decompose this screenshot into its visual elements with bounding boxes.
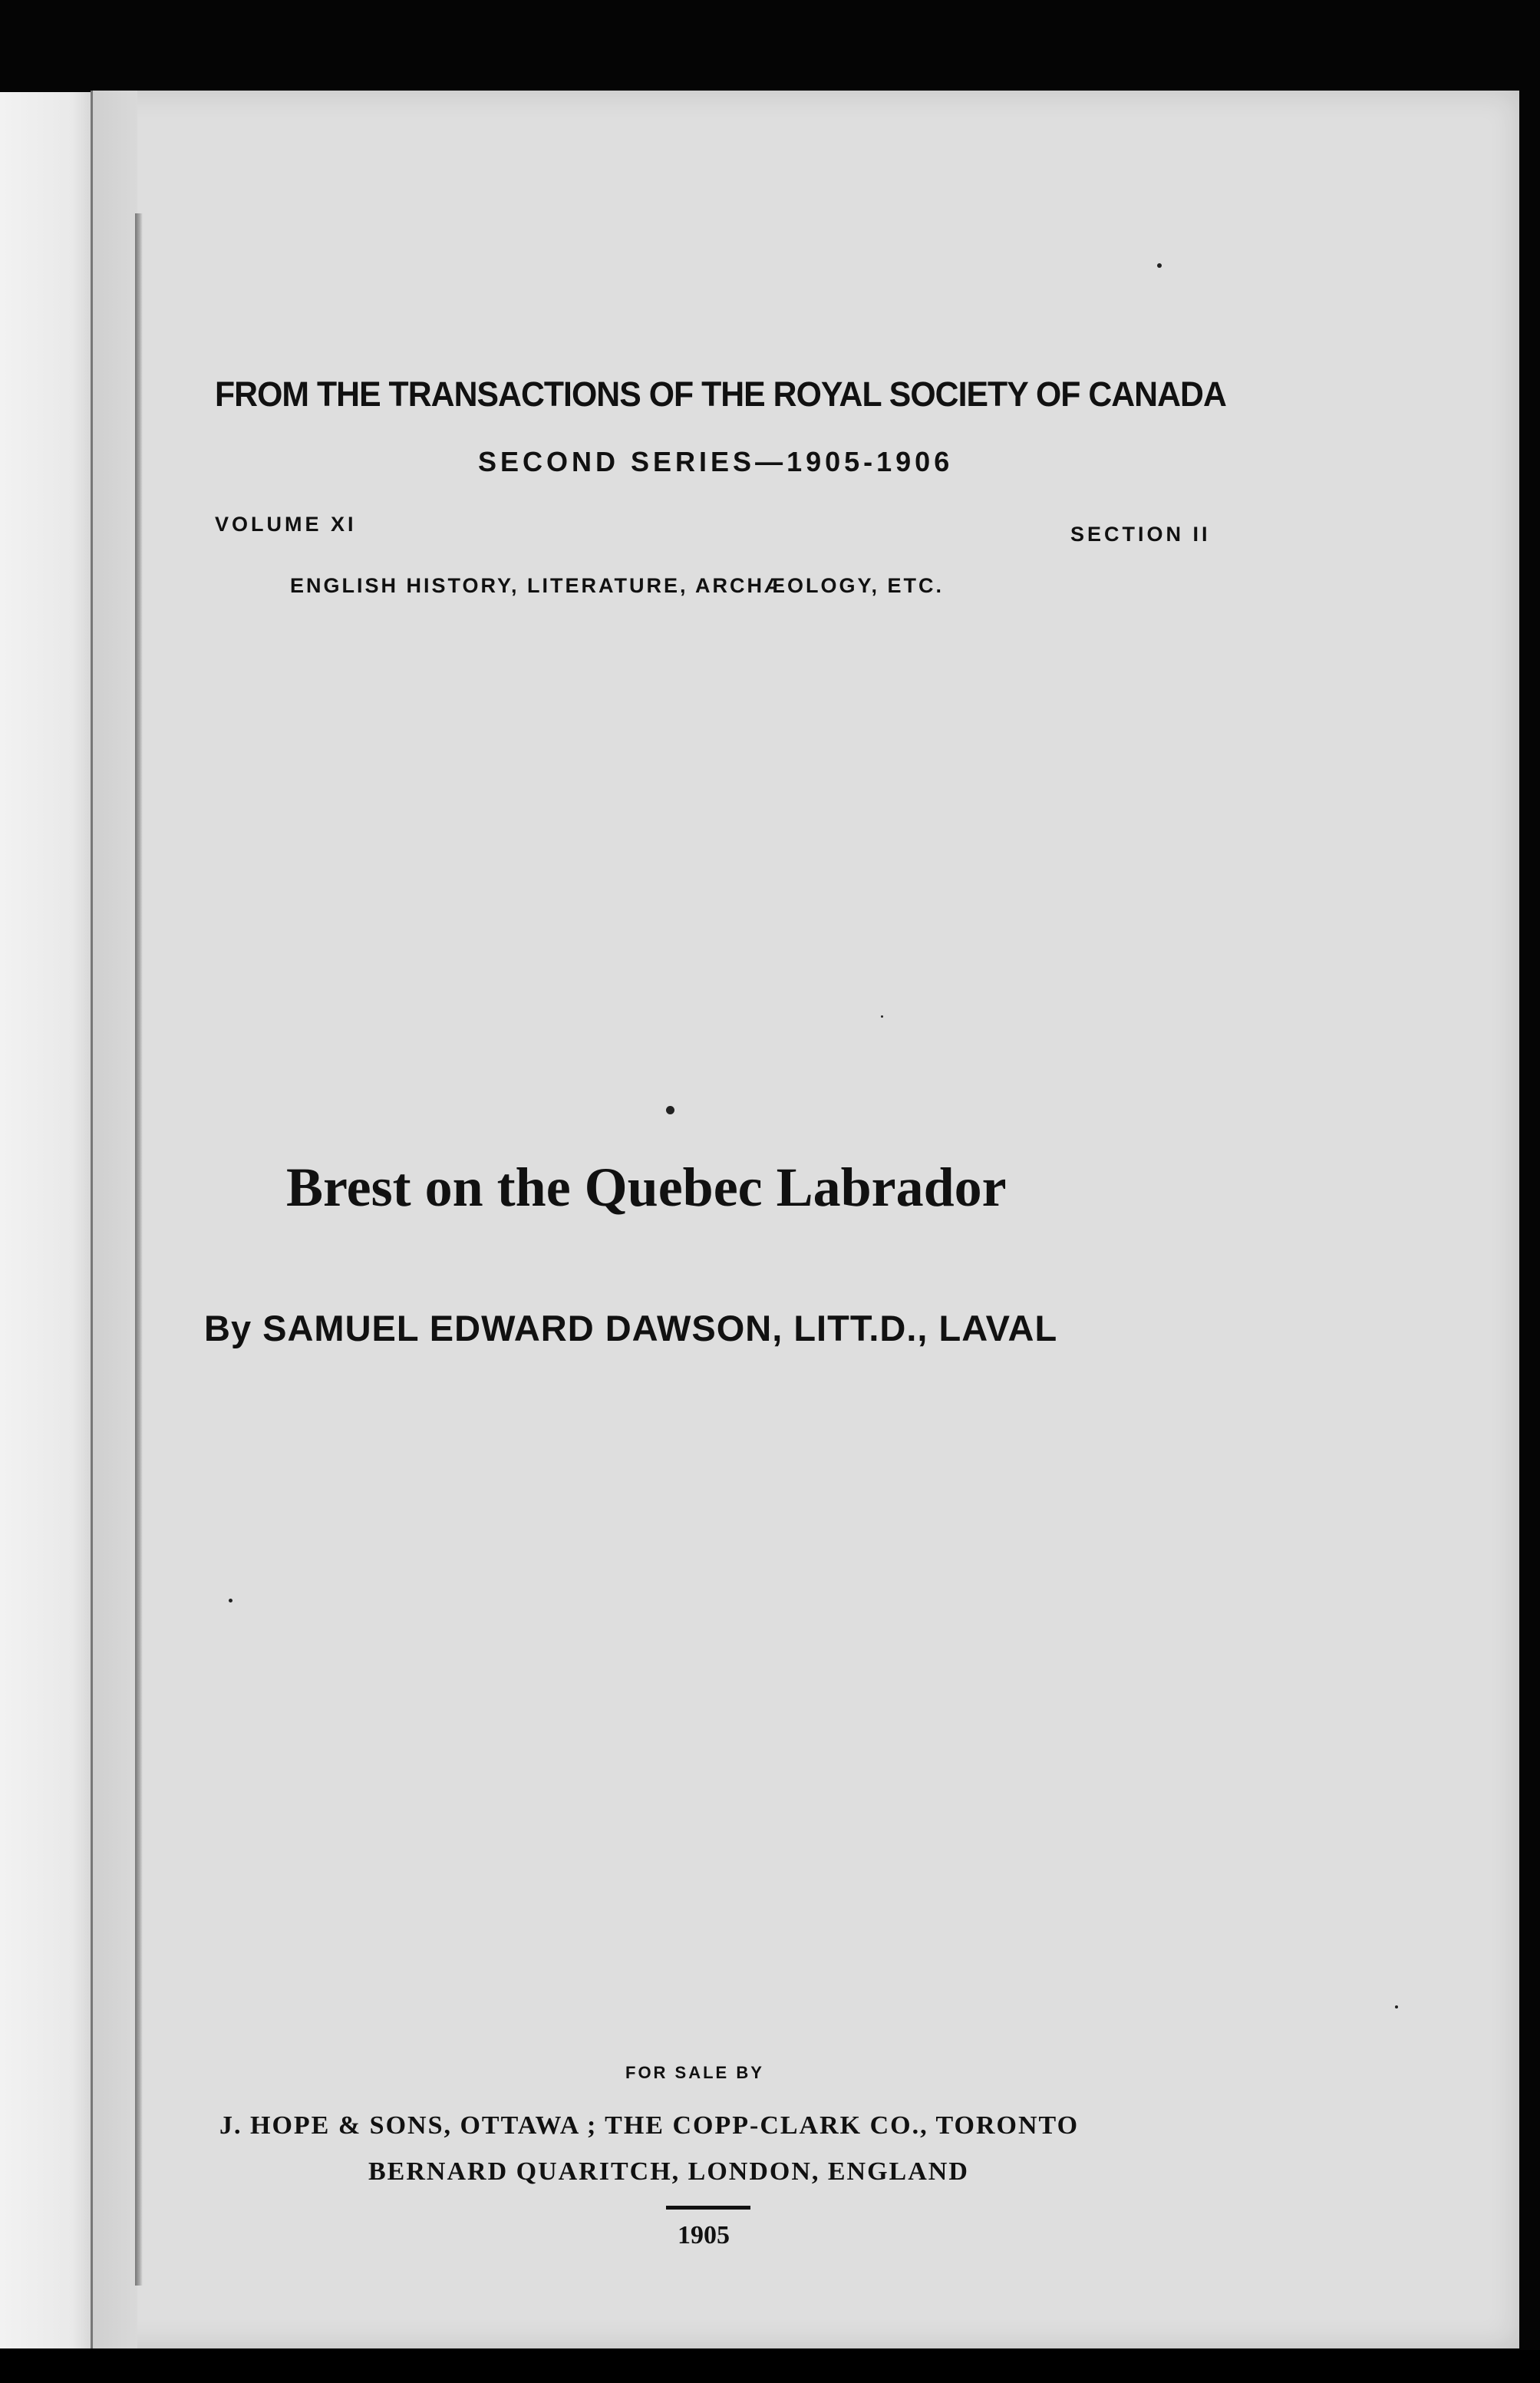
- document-title: Brest on the Quebec Labrador: [286, 1157, 1007, 1218]
- paper-speck: [881, 1015, 883, 1018]
- facing-page-edge: [0, 92, 91, 2348]
- print-dot: [666, 1106, 674, 1114]
- page-binding-edge: [91, 91, 137, 2348]
- divider-rule: [666, 2206, 750, 2210]
- scan-bottom-band: [0, 2350, 1540, 2383]
- subject-line: ENGLISH HISTORY, LITERATURE, ARCHÆOLOGY, ETC.: [290, 574, 945, 597]
- paper-speck: [1157, 263, 1162, 268]
- section-label: SECTION II: [1070, 523, 1211, 546]
- volume-label: VOLUME XI: [215, 513, 357, 536]
- london-publisher-line: BERNARD QUARITCH, LONDON, ENGLAND: [368, 2157, 969, 2186]
- spine-shadow: [135, 213, 143, 2286]
- publication-year: 1905: [678, 2221, 730, 2249]
- publishers-line: J. HOPE & SONS, OTTAWA ; THE COPP-CLARK CO., TORONTO: [219, 2111, 1080, 2140]
- series-title: FROM THE TRANSACTIONS OF THE ROYAL SOCIETY OF CANADA: [215, 375, 1226, 414]
- title-page: [91, 91, 1519, 2348]
- second-series-line: SECOND SERIES—1905-1906: [478, 446, 954, 477]
- paper-speck: [1395, 2005, 1398, 2008]
- for-sale-label: FOR SALE BY: [625, 2063, 764, 2082]
- author-line: By SAMUEL EDWARD DAWSON, LITT.D., LAVAL: [204, 1308, 1058, 1348]
- paper-speck: [229, 1599, 232, 1602]
